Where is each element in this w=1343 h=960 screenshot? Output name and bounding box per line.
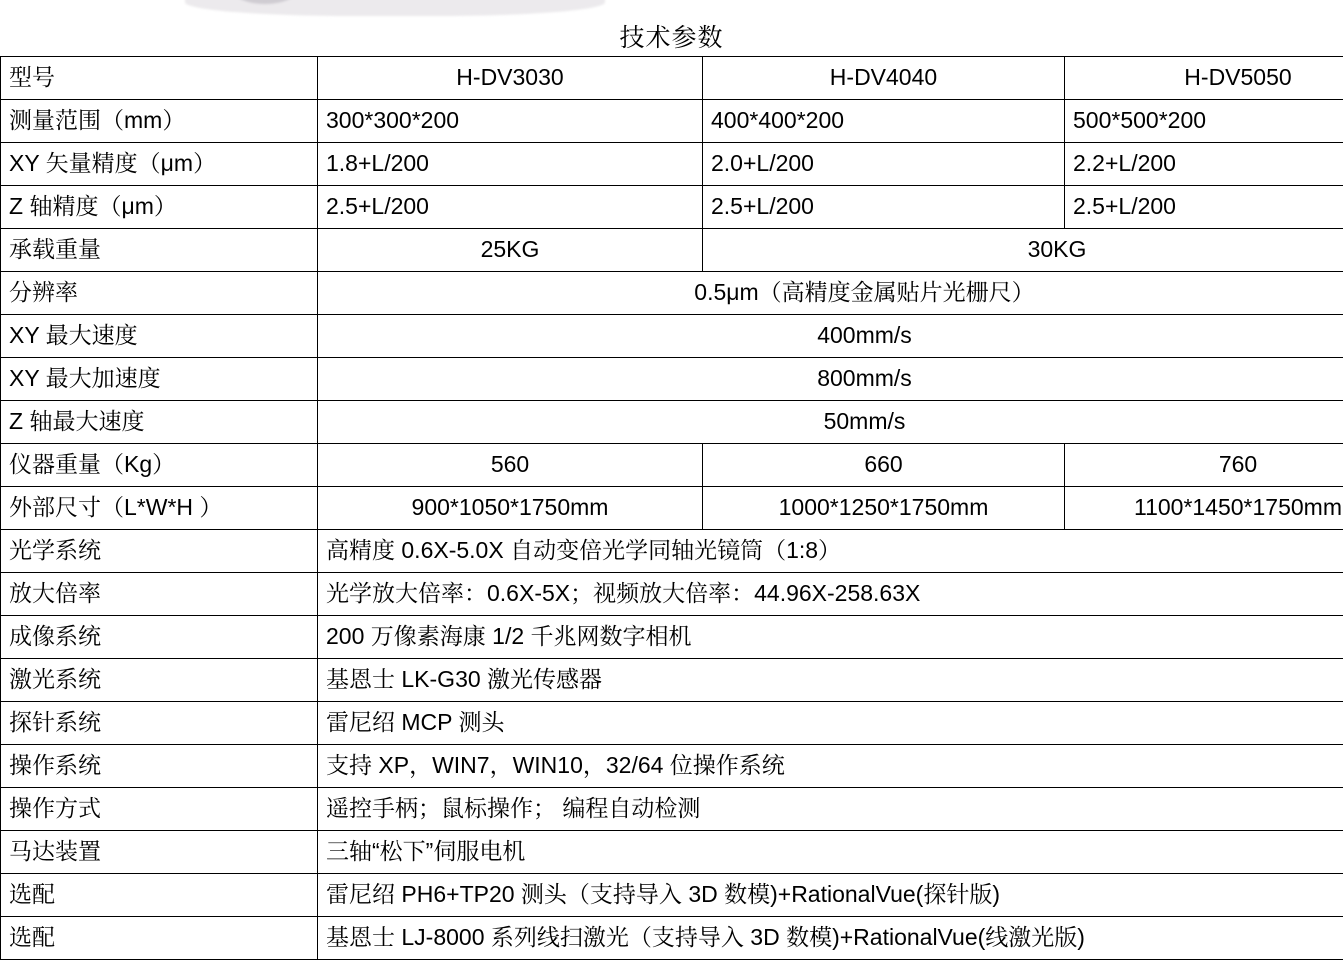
spec-table	[0, 56, 1343, 960]
row-value: 基恩士 LK-G30 激光传感器	[318, 659, 1343, 702]
table-row	[1, 444, 1343, 487]
table-row	[1, 573, 1343, 616]
table-row	[1, 917, 1343, 960]
row-label: 放大倍率	[1, 573, 318, 616]
row-value: 400*400*200	[703, 100, 1065, 143]
row-value: H-DV5050	[1065, 57, 1343, 100]
row-value: 2.5+L/200	[318, 186, 703, 229]
row-value: 三轴“松下”伺服电机	[318, 831, 1343, 874]
table-row	[1, 401, 1343, 444]
row-value: 雷尼绍 MCP 测头	[318, 702, 1343, 745]
table-row	[1, 659, 1343, 702]
scan-artifact	[185, 0, 605, 16]
table-row	[1, 229, 1343, 272]
table-row	[1, 272, 1343, 315]
row-value: 基恩士 LJ-8000 系列线扫激光（支持导入 3D 数模)+RationalVue(线激光版)	[318, 917, 1343, 960]
row-value: 雷尼绍 PH6+TP20 测头（支持导入 3D 数模)+RationalVue(探针版)	[318, 874, 1343, 917]
row-value: 800mm/s	[318, 358, 1343, 401]
table-row	[1, 100, 1343, 143]
row-value: 1.8+L/200	[318, 143, 703, 186]
row-value: 500*500*200	[1065, 100, 1343, 143]
page-title: 技术参数	[0, 18, 1343, 54]
row-value: 高精度 0.6X-5.0X 自动变倍光学同轴光镜筒（1:8）	[318, 530, 1343, 573]
row-value: 30KG	[703, 229, 1343, 272]
table-row	[1, 315, 1343, 358]
row-label: 承载重量	[1, 229, 318, 272]
table-row	[1, 788, 1343, 831]
row-label: 仪器重量（Kg）	[1, 444, 318, 487]
row-value: 支持 XP，WIN7，WIN10，32/64 位操作系统	[318, 745, 1343, 788]
table-row	[1, 358, 1343, 401]
table-row	[1, 186, 1343, 229]
row-value: 遥控手柄；鼠标操作； 编程自动检测	[318, 788, 1343, 831]
table-row	[1, 487, 1343, 530]
row-label: 选配	[1, 917, 318, 960]
row-value: 2.0+L/200	[703, 143, 1065, 186]
row-value: 2.5+L/200	[1065, 186, 1343, 229]
row-label: 探针系统	[1, 702, 318, 745]
row-value: 2.2+L/200	[1065, 143, 1343, 186]
row-label: 型号	[1, 57, 318, 100]
title-row	[0, 0, 1343, 56]
row-value: 660	[703, 444, 1065, 487]
row-value: 1000*1250*1750mm	[703, 487, 1065, 530]
row-value: 50mm/s	[318, 401, 1343, 444]
row-value: 760	[1065, 444, 1343, 487]
row-value: H-DV3030	[318, 57, 703, 100]
row-label: XY 最大速度	[1, 315, 318, 358]
row-label: 分辨率	[1, 272, 318, 315]
table-row	[1, 702, 1343, 745]
row-value: 1100*1450*1750mm	[1065, 487, 1343, 530]
row-label: XY 最大加速度	[1, 358, 318, 401]
table-row	[1, 874, 1343, 917]
table-row	[1, 143, 1343, 186]
row-value: H-DV4040	[703, 57, 1065, 100]
row-label: 外部尺寸（L*W*H ）	[1, 487, 318, 530]
row-label: 操作方式	[1, 788, 318, 831]
row-label: Z 轴精度（μm）	[1, 186, 318, 229]
table-row	[1, 745, 1343, 788]
row-value: 560	[318, 444, 703, 487]
row-value: 2.5+L/200	[703, 186, 1065, 229]
table-row	[1, 616, 1343, 659]
row-label: XY 矢量精度（μm）	[1, 143, 318, 186]
table-row	[1, 57, 1343, 100]
row-label: 光学系统	[1, 530, 318, 573]
row-label: 成像系统	[1, 616, 318, 659]
row-value: 400mm/s	[318, 315, 1343, 358]
row-value: 200 万像素海康 1/2 千兆网数字相机	[318, 616, 1343, 659]
row-label: Z 轴最大速度	[1, 401, 318, 444]
row-value: 0.5μm（高精度金属贴片光栅尺）	[318, 272, 1343, 315]
row-label: 测量范围（mm）	[1, 100, 318, 143]
row-label: 选配	[1, 874, 318, 917]
row-value: 25KG	[318, 229, 703, 272]
table-row	[1, 831, 1343, 874]
row-value: 300*300*200	[318, 100, 703, 143]
row-label: 激光系统	[1, 659, 318, 702]
row-label: 马达装置	[1, 831, 318, 874]
table-row	[1, 530, 1343, 573]
row-label: 操作系统	[1, 745, 318, 788]
row-value: 光学放大倍率：0.6X-5X；视频放大倍率：44.96X-258.63X	[318, 573, 1343, 616]
row-value: 900*1050*1750mm	[318, 487, 703, 530]
